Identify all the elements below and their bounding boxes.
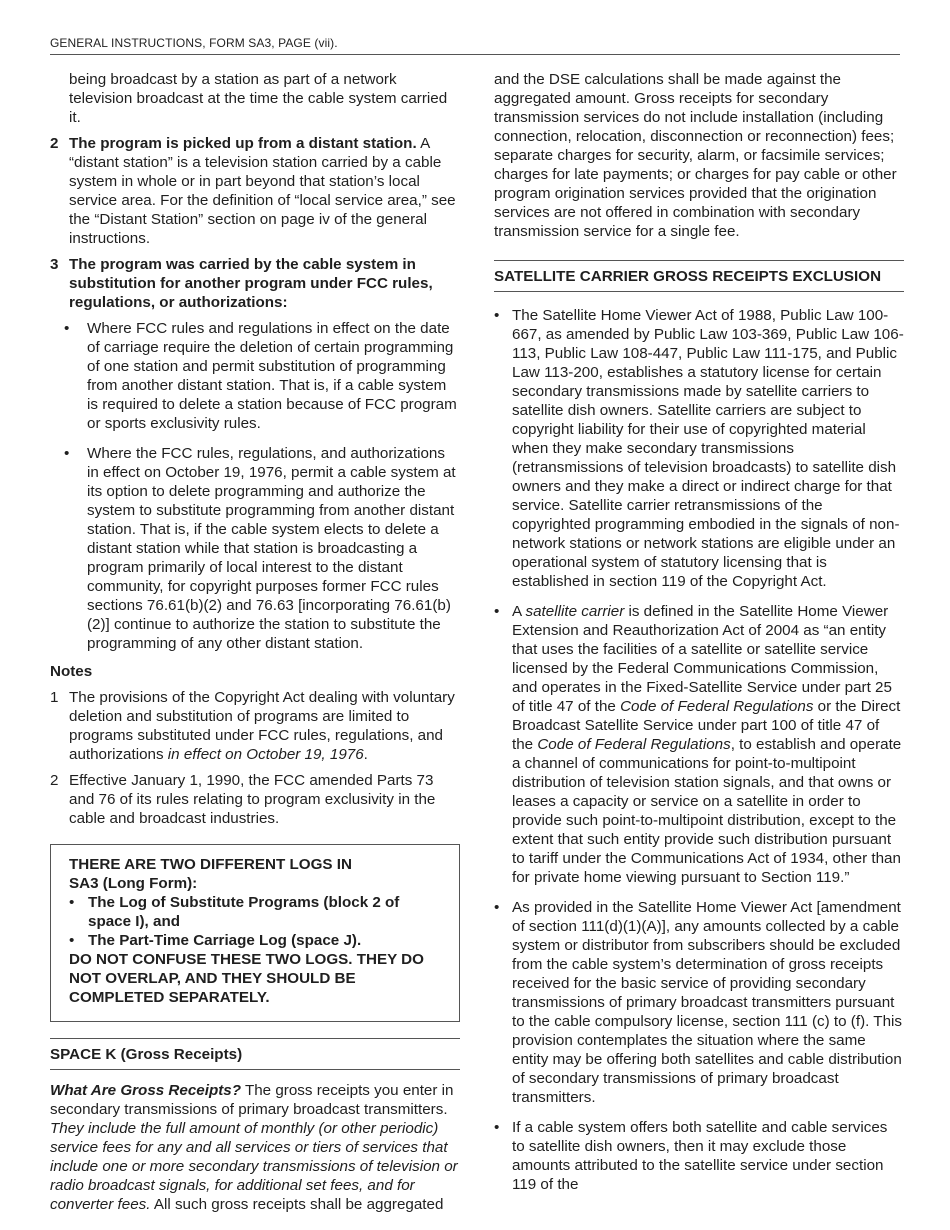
note-1: [50, 688, 460, 764]
satellite-bullet-2: [494, 602, 904, 887]
note-2-text: Effective January 1, 1990, the FCC amended Parts 73 and 76 of its rules relating to program exclusivity in the cable and broadcast industries.: [69, 772, 436, 827]
item-2-number: 2: [50, 135, 59, 152]
note-1-italic: in effect on October 19, 1976: [167, 746, 364, 763]
intro-paragraph: being broadcast by a station as part of a network television broadcast at the time the cable system carried it.: [69, 71, 448, 126]
gross-receipts-text-2: All such gross receipts shall be aggregated: [150, 1196, 444, 1213]
item-3-number: 3: [50, 256, 59, 273]
fcc-bullet-2-text: Where the FCC rules, regulations, and authorizations in effect on October 19, 1976, permit a cable system at its option to delete programming and authorize the system to substitute programming from another distant station. That is, if the cable system elects to delete a distant station while that station is broadcasting a program primarily of local interest to the distant community, for copyright purposes former FCC rules sections 76.61(b)(2) and 76.63 [incorporating 76.61(b)(2)] continue to authorize the station to substitute the programming of any other distant station.: [87, 445, 456, 652]
two-logs-callout: [50, 844, 460, 1022]
satellite-bullet-2-part-g: , to establish and operate a channel of communications for point-to-multipoint distribution of television station signals, and that owns or leases a capacity or service on a satellite in order to provide such point-to-multipoint distribution, except to the extent that such entity provide such distribution pursuant to tariff under the Communications Act of 1934, other than for private home viewing pursuant to Section 119.”: [512, 736, 902, 886]
satellite-bullet-2-term: satellite carrier: [525, 603, 625, 620]
bullet-glyph: •: [494, 307, 500, 324]
note-1-number: 1: [50, 689, 59, 706]
item-2-text: A “distant station” is a television station carried by a cable system in whole or in part beyond that station’s local service area. For the definition of “local service area,” see the “Distant Station” section on page iv of the general instructions.: [69, 135, 456, 247]
item-3-title: The program was carried by the cable system in substitution for another program under FCC rules, regulations, or authorizations:: [69, 256, 433, 311]
bullet-glyph: •: [69, 932, 75, 949]
satellite-bullet-4-text: If a cable system offers both satellite and cable services to satellite dish owners, then it may exclude those amounts attributed to the satellite service under section 119 of the: [512, 1119, 888, 1193]
satellite-heading: SATELLITE CARRIER GROSS RECEIPTS EXCLUSION: [494, 260, 904, 292]
header-divider: [50, 54, 900, 55]
gross-receipts-text-1: The gross receipts you enter in secondary transmissions of primary broadcast transmitters.: [50, 1082, 454, 1118]
notes-heading: Notes: [50, 663, 93, 680]
satellite-bullet-3-text: As provided in the Satellite Home Viewer Act [amendment of section 111(d)(1)(A)], any amounts collected by a cable system or distributor from subscribers should be excluded from the cable system’s determination of gross receipts received for the basic service of providing secondary transmissions of primary broadcast transmitters pursuant to the cable compulsory license, section 111 (c) to (f). This provision contemplates the situation where the same entity may be offering both satellites and cable distribution of secondary transmissions of primary broadcast transmitters.: [512, 899, 902, 1106]
callout-line-1: THERE ARE TWO DIFFERENT LOGS IN: [69, 856, 352, 873]
callout-warning: DO NOT CONFUSE THESE TWO LOGS. THEY DO NOT OVERLAP, AND THEY SHOULD BE COMPLETED SEPARATELY.: [69, 951, 424, 1006]
satellite-bullet-1-text: The Satellite Home Viewer Act of 1988, Public Law 100-667, as amended by Public Law 103-369, Public Law 106-113, Public Law 108-447, Public Law 111-175, and Public Law 113-200, establishes a statutory license for certain secondary transmissions made by satellite carriers to satellite dish owners. Satellite carriers are subject to copyright liability for their use of copyrighted material when they make secondary transmissions (retransmissions of television broadcasts) to satellite dish owners and they make a direct or indirect charge for that service. Satellite carrier retransmissions of the copyrighted programming embodied in the signals of non-network stations or network stations are eligible under an operational system of statutory licensing that is established in section 119 of the Copyright Act.: [512, 307, 904, 590]
gross-receipts-italic: They include the full amount of monthly (or other periodic) service fees for any and all services or tiers of services that include one or more secondary transmissions of television or radio broadcast signals, for additional set fees, and for converter fees.: [50, 1120, 458, 1213]
satellite-bullet-2-part-a: A: [512, 603, 526, 620]
note-2: [50, 771, 460, 828]
item-3: [50, 255, 460, 312]
item-2: [50, 134, 460, 248]
continuation-paragraph: and the DSE calculations shall be made against the aggregated amount. Gross receipts for secondary transmission services do not include installation (including connection, relocation, disconnection or reconnection) fees; separate charges for security, alarm, or facsimile services; charges for late payments; or charges for pay cable or other program origination services provided that the origination services are not offered in combination with secondary transmission service for a single fee.: [494, 71, 897, 240]
note-1-end: .: [363, 746, 368, 763]
note-1-text: The provisions of the Copyright Act dealing with voluntary deletion and substitution of programs are limited to programs substituted under FCC rules, regulations, and authorizations: [69, 689, 455, 763]
bullet-glyph: •: [494, 1119, 500, 1136]
fcc-bullet-1-text: Where FCC rules and regulations in effect on the date of carriage require the deletion of certain programming of one station and permit substitution of programming from another distant station. That is, if a cable system is required to delete a station because of FCC program or sports exclusivity rules.: [87, 320, 457, 432]
satellite-bullet-1: [494, 306, 904, 591]
fcc-bullet-1: [50, 319, 460, 433]
left-column: [50, 70, 460, 1214]
bullet-glyph: •: [494, 899, 500, 916]
satellite-bullet-2-cfr-1: Code of Federal Regulations: [620, 698, 814, 715]
callout-item-2-text: The Part-Time Carriage Log (space J).: [88, 932, 362, 949]
callout-item-1: [69, 893, 445, 931]
space-k-heading: SPACE K (Gross Receipts): [50, 1038, 460, 1070]
satellite-bullet-3: [494, 898, 904, 1107]
fcc-bullet-2: [50, 444, 460, 653]
gross-receipts-paragraph: [50, 1081, 460, 1214]
satellite-bullet-4: [494, 1118, 904, 1194]
right-column: [494, 70, 904, 1194]
callout-line-2: SA3 (Long Form):: [69, 875, 198, 892]
bullet-glyph: •: [69, 894, 75, 911]
gross-receipts-lead: What Are Gross Receipts?: [50, 1082, 242, 1099]
page-header: GENERAL INSTRUCTIONS, FORM SA3, PAGE (vii).: [50, 36, 338, 50]
bullet-glyph: •: [64, 445, 70, 462]
callout-item-1-text: The Log of Substitute Programs (block 2 of space I), and: [88, 894, 400, 930]
satellite-bullet-2-cfr-2: Code of Federal Regulations: [537, 736, 731, 753]
note-2-number: 2: [50, 772, 59, 789]
bullet-glyph: •: [64, 320, 70, 337]
satellite-bullet-2-part-c: is defined in the Satellite Home Viewer Extension and Reauthorization Act of 2004 as “an entity that uses the facilities of a satellite or satellite service licensed by the Federal Communications Commission, and operates in the Fixed-Satellite Service under part 25 of title 47 of the: [512, 603, 892, 715]
callout-item-2: [69, 931, 445, 950]
bullet-glyph: •: [494, 603, 500, 620]
satellite-bullet-2-part-e: or the Direct Broadcast Satellite Service under part 100 of title 47 of the: [512, 698, 901, 753]
item-2-title: The program is picked up from a distant station.: [69, 135, 417, 152]
